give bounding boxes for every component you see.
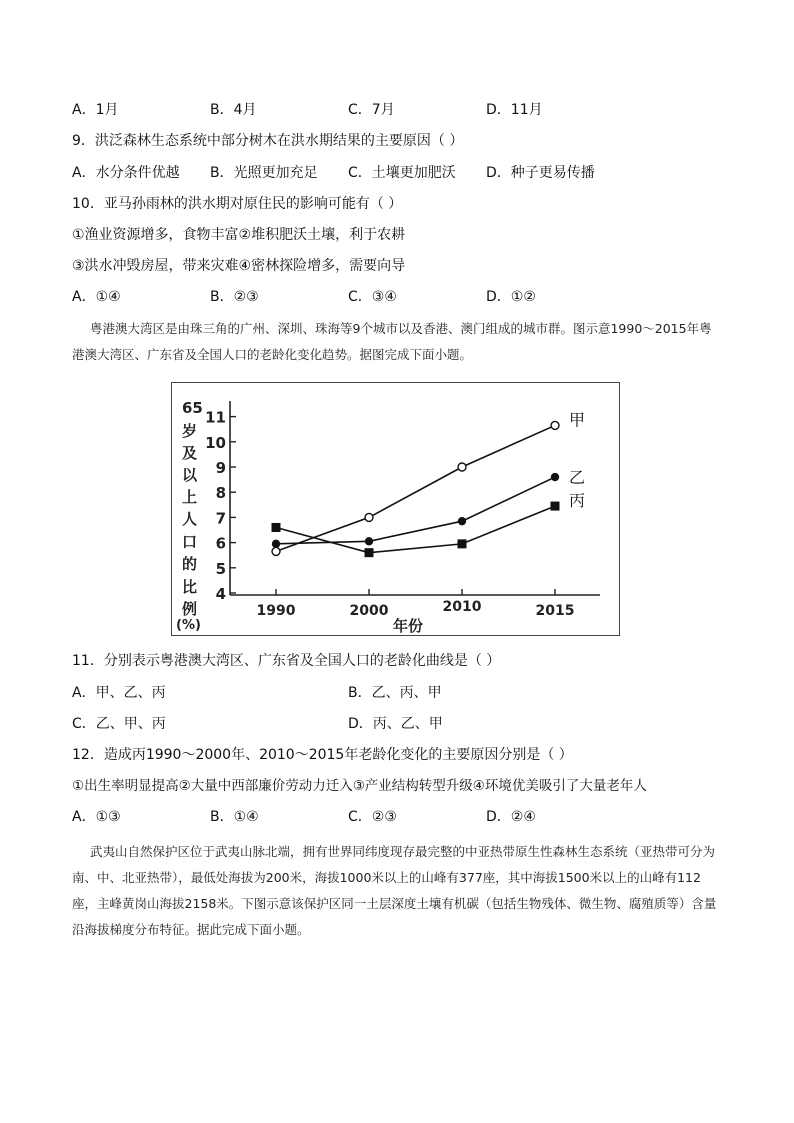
q10-option-c: C．③④	[348, 289, 397, 305]
q11-option-c: C．乙、甲、丙	[72, 716, 166, 732]
y-tick-label: 4	[215, 585, 226, 603]
q12-option-d: D．②④	[486, 809, 536, 825]
y-label-char: 以	[182, 466, 198, 484]
q12-option-c: C．②③	[348, 809, 397, 825]
series-point	[272, 540, 280, 548]
series-line-3	[276, 506, 555, 553]
q12-option-b: B．①④	[210, 809, 259, 825]
q9-option-c: C．土壤更加肥沃	[348, 165, 456, 181]
y-label-char: 例	[182, 600, 198, 618]
y-tick-label: 8	[215, 484, 226, 503]
q10-option-a: A．①④	[72, 289, 121, 305]
x-axis-title: 年份	[392, 617, 424, 635]
q8-option-d: D．11月	[486, 102, 543, 118]
series-point	[272, 523, 281, 532]
q10-option-b: B．②③	[210, 289, 259, 305]
y-label-char: (%)	[176, 618, 201, 633]
x-tick-label: 1990	[256, 603, 296, 619]
y-label-char: 65	[182, 399, 203, 417]
y-tick-label: 9	[215, 459, 226, 477]
series-point	[458, 463, 466, 471]
series-line-2	[276, 477, 555, 544]
q10-line-1: ①渔业资源增多，食物丰富②堆积肥沃土壤，利于农耕	[72, 227, 406, 243]
q12-line-1: ①出生率明显提高②大量中西部廉价劳动力迁入③产业结构转型升级④环境优美吸引了大量老年人	[72, 778, 647, 794]
y-label-char: 及	[182, 444, 198, 462]
y-label-char: 上	[182, 488, 198, 506]
q9-option-d: D．种子更易传播	[486, 165, 595, 181]
q12-stem: 12．造成丙1990～2000年、2010～2015年老龄化变化的主要原因分别是（ ）	[72, 747, 573, 763]
series-point	[365, 548, 374, 557]
y-label-char: 岁	[182, 422, 198, 440]
y-tick-label: 5	[215, 559, 226, 578]
q8-option-b: B．4月	[210, 102, 257, 118]
y-tick-label: 7	[215, 509, 226, 528]
series-point	[365, 537, 373, 545]
series-point	[458, 517, 466, 525]
y-label-char: 比	[182, 578, 198, 596]
x-tick-label: 2010	[442, 599, 482, 615]
series-point	[458, 539, 467, 548]
y-label-char: 口	[182, 533, 198, 551]
y-label-char: 的	[182, 555, 198, 573]
y-tick-label: 6	[215, 534, 226, 553]
series-point	[365, 513, 373, 521]
series-label: 丙	[569, 491, 586, 511]
x-tick-label: 2015	[535, 603, 575, 619]
intro-paragraph-2: 武夷山自然保护区位于武夷山脉北端，拥有世界同纬度现存最完整的中亚热带原生性森林生态系统（亚热带可分为南、中、北亚热带），最低处海拔为200米，海拔1000米以上的山峰有377座，其中海拔1500米以上的山峰有112座，主峰黄岗山海拔2158米。下图示意该保护区同一土层深度土壤有机碳（包括生物残体、微生物、腐殖质等）含量沿海拔梯度分布特征。据此完成下面小题。	[72, 844, 717, 937]
q12-option-a: A．①③	[72, 809, 121, 825]
y-label-char: 人	[182, 510, 198, 528]
q8-option-a: A．1月	[72, 102, 119, 118]
series-label: 甲	[569, 410, 586, 430]
y-tick-label: 10	[205, 433, 226, 452]
series-label: 乙	[569, 468, 586, 488]
q10-option-d: D．①②	[486, 289, 536, 305]
aging-chart	[171, 382, 620, 636]
series-point	[551, 421, 559, 429]
q11-stem: 11．分别表示粤港澳大湾区、广东省及全国人口的老龄化曲线是（ ）	[72, 653, 501, 669]
q11-option-d: D．丙、乙、甲	[348, 716, 443, 732]
series-line-1	[276, 425, 555, 551]
x-tick-label: 2000	[349, 603, 389, 619]
q11-option-b: B．乙、丙、甲	[348, 685, 442, 701]
q9-option-a: A．水分条件优越	[72, 165, 180, 181]
q11-option-a: A．甲、乙、丙	[72, 685, 166, 701]
y-tick-label: 11	[205, 408, 226, 427]
q8-option-c: C．7月	[348, 102, 395, 118]
series-point	[551, 473, 559, 481]
intro-paragraph-1: 粤港澳大湾区是由珠三角的广州、深圳、珠海等9个城市以及香港、澳门组成的城市群。图示意1990～2015年粤港澳大湾区、广东省及全国人口的老龄化变化趋势。据图完成下面小题。	[72, 321, 712, 362]
q10-line-2: ③洪水冲毁房屋，带来灾难④密林探险增多，需要向导	[72, 258, 406, 274]
chart-plot-area	[172, 383, 621, 637]
series-point	[551, 502, 560, 511]
q9-stem: 9．洪泛森林生态系统中部分树木在洪水期结果的主要原因（ ）	[72, 133, 464, 149]
q10-stem: 10．亚马孙雨林的洪水期对原住民的影响可能有（ ）	[72, 196, 403, 212]
q9-option-b: B．光照更加充足	[210, 165, 318, 181]
series-point	[272, 547, 280, 555]
